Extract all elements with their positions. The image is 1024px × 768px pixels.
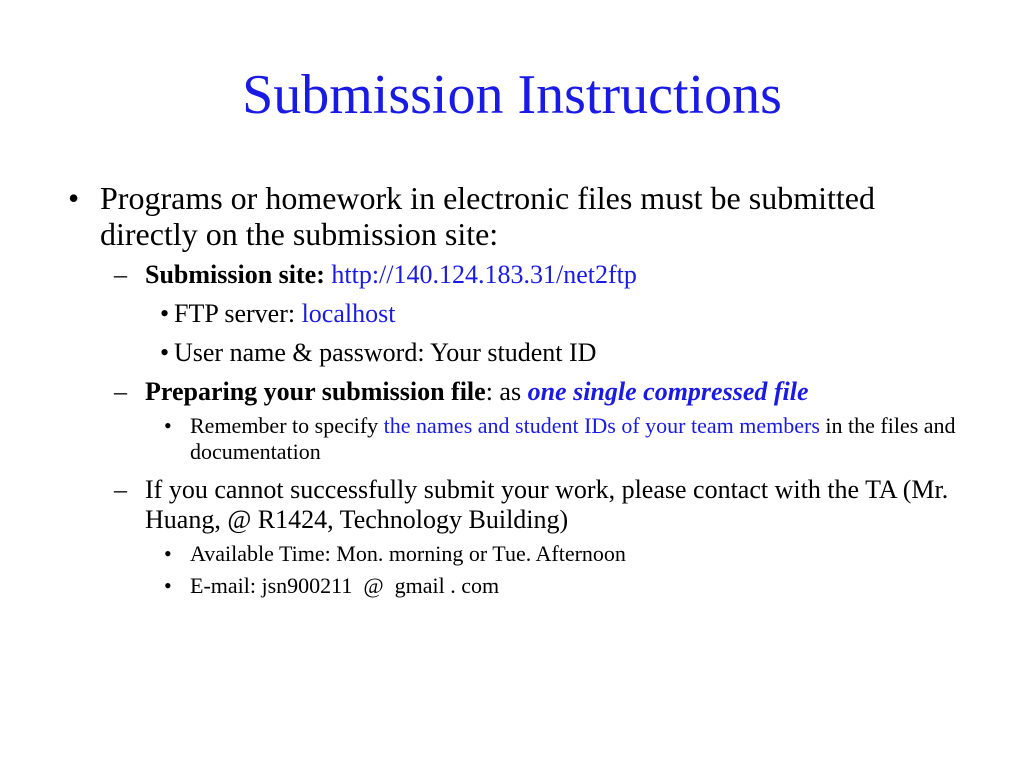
remember-suffix: in the files and documentation (190, 413, 956, 464)
item-ftp-server (64, 299, 964, 329)
bullet-mark: • (164, 541, 172, 566)
bullet-mark: • (164, 413, 172, 438)
contact-text: If you cannot successfully submit your work, please contact with the TA (Mr. Huang, @ R1424, Technology Building) (145, 475, 949, 534)
bullet-main-text: Programs or homework in electronic files must be submitted directly on the submission site: (100, 180, 875, 252)
ftp-server-value[interactable]: localhost (301, 299, 396, 328)
dash-mark: – (114, 377, 127, 406)
item-remember (64, 413, 964, 465)
remember-highlight: the names and student IDs of your team members (383, 413, 820, 438)
item-preparing-file (64, 377, 964, 407)
item-user-password (64, 338, 964, 368)
preparing-label: Preparing your submission file (145, 377, 486, 406)
item-available-time (64, 541, 964, 567)
slide-body (64, 180, 964, 599)
bullet-main (64, 180, 964, 252)
bullet-mark: • (160, 338, 170, 367)
email-text: E-mail: jsn900211 @ gmail . com (190, 573, 500, 598)
item-email (64, 573, 964, 599)
ftp-server-label: FTP server: (174, 299, 296, 328)
bullet-mark: • (68, 180, 80, 216)
bullet-mark: • (164, 573, 172, 598)
dash-mark: – (114, 475, 127, 504)
submission-site-label: Submission site: (145, 260, 325, 289)
item-submission-site (64, 260, 964, 290)
preparing-emphasis: one single compressed file (527, 377, 809, 406)
bullet-mark: • (160, 299, 170, 328)
submission-site-link[interactable]: http://140.124.183.31/net2ftp (331, 260, 637, 289)
preparing-colon-as: : as (485, 377, 522, 406)
available-time-text: Available Time: Mon. morning or Tue. Afternoon (190, 541, 626, 566)
slide-title: Submission Instructions (242, 64, 782, 126)
dash-mark: – (114, 260, 127, 289)
remember-prefix: Remember to specify (190, 413, 379, 438)
item-contact (64, 475, 964, 535)
user-password-text: User name & password: Your student ID (174, 338, 597, 367)
